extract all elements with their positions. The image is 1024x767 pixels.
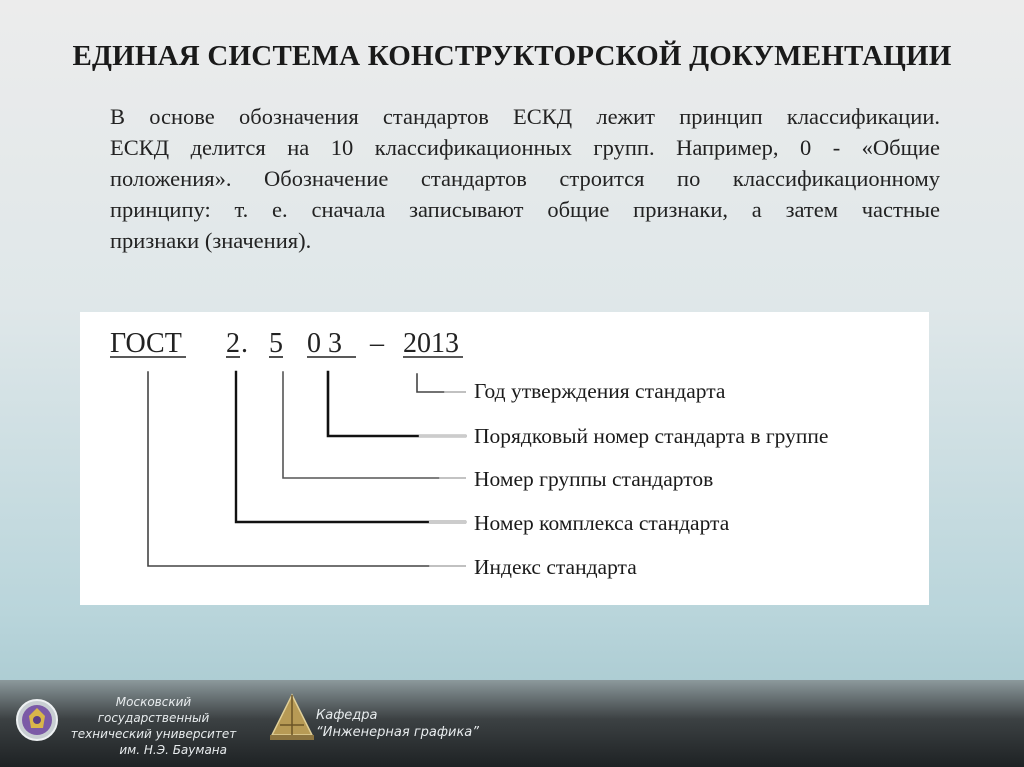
- paragraph-line: признаки (значения).: [110, 228, 312, 253]
- code-number: 0 3: [307, 328, 342, 359]
- code-dash: –: [370, 328, 384, 359]
- label-complex: Номер комплекса стандарта: [474, 511, 730, 535]
- code-year: 2013: [403, 328, 459, 359]
- leader-complex: [236, 372, 465, 522]
- code-complex: 2: [226, 328, 240, 359]
- university-name: [66, 694, 241, 758]
- leader-year: [417, 374, 465, 392]
- code-prefix: ГОСТ: [110, 328, 182, 359]
- paragraph-line: принципу: т. е. сначала записывают общие признаки, а затем частные: [110, 197, 940, 222]
- leader-number: [328, 372, 465, 436]
- university-line: Московский государственный: [97, 695, 210, 725]
- university-emblem-icon: [15, 698, 59, 742]
- designation-diagram: [80, 312, 929, 605]
- label-year: Год утверждения стандарта: [474, 379, 726, 403]
- label-group: Номер группы стандартов: [474, 467, 714, 491]
- department-logo-icon: [266, 691, 318, 743]
- university-line: технический университет: [70, 727, 237, 741]
- paragraph-line: положения». Обозначение стандартов строится по классификационному: [110, 166, 940, 191]
- department-line: Кафедра: [316, 708, 378, 723]
- code-dot: .: [241, 328, 248, 359]
- paragraph-line: В основе обозначения стандартов ЕСКД лежит принцип классификации.: [110, 104, 940, 129]
- slide-title: ЕДИНАЯ СИСТЕМА КОНСТРУКТОРСКОЙ ДОКУМЕНТАЦИИ: [72, 40, 952, 72]
- university-line: им. Н.Э. Баумана: [119, 743, 227, 757]
- department-line: “Инженерная графика”: [316, 725, 480, 740]
- leader-index: [148, 372, 465, 566]
- designation-diagram-svg: [80, 312, 929, 605]
- leader-lines: [148, 372, 465, 566]
- paragraph-line: ЕСКД делится на 10 классификационных групп. Например, 0 - «Общие: [110, 135, 940, 160]
- code-group: 5: [269, 328, 283, 359]
- department-name: [316, 707, 536, 741]
- label-index: Индекс стандарта: [474, 555, 637, 579]
- leader-group: [283, 372, 465, 478]
- intro-paragraph: [110, 101, 940, 256]
- label-number: Порядковый номер стандарта в группе: [474, 424, 829, 448]
